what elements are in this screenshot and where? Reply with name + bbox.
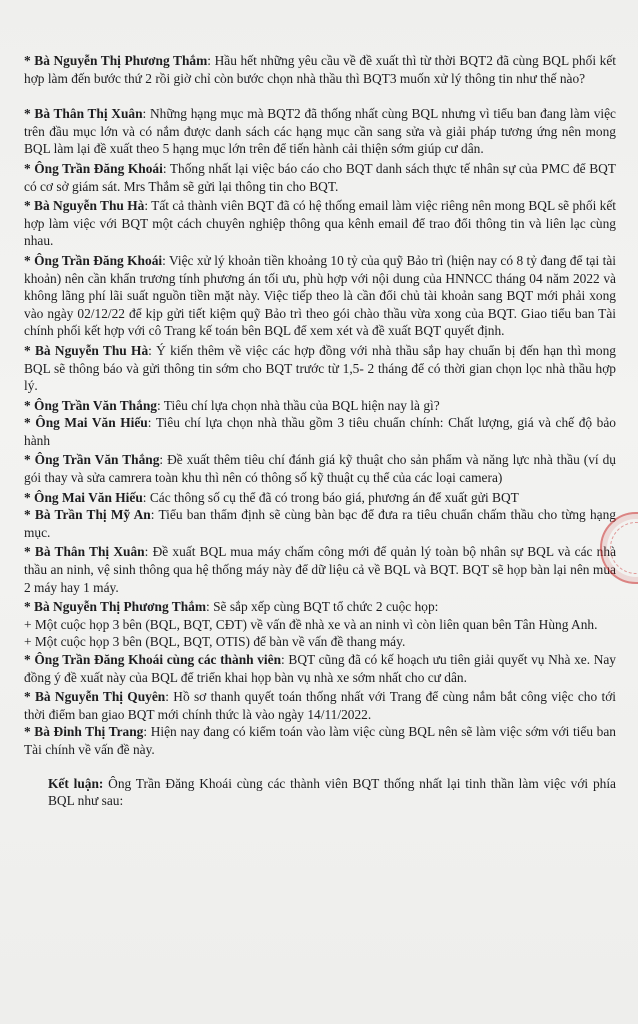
entry-9: [24, 489, 616, 507]
entry-10: [24, 506, 616, 541]
conclusion-text: Ông Trần Đăng Khoái cùng các thành viên BQT thống nhất lại tinh thần làm việc với phía BQL như sau:: [48, 775, 617, 809]
meeting-item-0: + Một cuộc họp 3 bên (BQL, BQT, CĐT) về vấn đề nhà xe và an ninh vì còn liên quan bên Tân Hùng Anh.: [24, 616, 598, 632]
speaker-name: * Bà Nguyễn Thị Phương Thắm: [24, 599, 207, 615]
entry-text: : Tất cả thành viên BQT đã có hệ thống email làm việc riêng nên mong BQL sẽ phối kết hợp làm việc với BQT một cách chuyên nghiệp thông qua kênh email để trao đổi thông tin và liên lạc cùng nhau.: [24, 198, 616, 249]
entry-text: : Hồ sơ thanh quyết toán thống nhất với Trang để cùng nắm bắt công việc cho tới thời điểm ban giao BQT mới chính thức là vào ngày 14/11/2022.: [24, 689, 616, 722]
entry-text: : Tiêu chí lựa chọn nhà thầu gồm 3 tiêu chuẩn chính: Chất lượng, giá và chế độ bảo hành: [24, 415, 617, 448]
speaker-name: * Ông Trần Đăng Khoái cùng các thành viên: [24, 652, 282, 667]
speaker-name: * Bà Nguyễn Thị Quyên: [24, 689, 166, 705]
entry-1: [24, 105, 616, 158]
entry-text: : Ý kiến thêm về việc các hợp đồng với nhà thầu sắp hay chuẩn bị đến hạn thì mong BQL sẽ thông báo và gửi thông tin sớm cho BQT trước từ 1,5- 2 tháng để có thời gian chọn lọc nhà thầu hợp lý.: [24, 342, 616, 394]
entry-after-2: [24, 723, 616, 758]
speaker-name: * Ông Mai Văn Hiếu: [24, 489, 143, 505]
entry-text: : Hiện nay đang có kiểm toán vào làm việc cùng BQL nên sẽ làm việc sớm với tiểu ban Tài chính về vấn đề này.: [24, 724, 616, 757]
speaker-name: * Ông Mai Văn Hiếu: [24, 415, 148, 431]
entry-text: : Hầu hết những yêu cầu về đề xuất thì từ thời BQT2 đã cùng BQL phối kết hợp làm đến bước thứ 2 rồi giờ chỉ còn bước chọn nhà thầu thì BQT3 muốn xử lý thông tin như thế nào?: [24, 53, 616, 86]
entry-text: : Những hạng mục mà BQT2 đã thống nhất cùng BQL nhưng vì tiểu ban đang làm việc trên đầu mục lớn và có nắm được danh sách các hạng mục cần sang sửa và giải pháp tương ứng nên mong BQL làm lại đề xuất theo 5 hạng mục lớn trên để tiến hành cải thiện sớm giúp cư dân.: [24, 106, 616, 157]
entry-5: [24, 342, 616, 395]
meeting-item-1: + Một cuộc họp 3 bên (BQL, BQT, OTIS) để bàn về vấn đề thang máy.: [24, 634, 406, 650]
speaker-name: * Bà Đinh Thị Trang: [24, 724, 144, 740]
entry-text: : Thống nhất lại việc báo cáo cho BQT danh sách thực tế nhân sự của PMC để BQT có cơ sở giám sát. Mrs Thắm sẽ gửi lại thông tin cho BQT.: [24, 160, 616, 194]
entry-text: : Các thông số cụ thể đã có trong báo giá, phương án để xuất gửi BQT: [142, 489, 519, 505]
entry-8: [24, 451, 616, 486]
entry-4: [24, 252, 616, 340]
speaker-name: * Bà Thân Thị Xuân: [24, 106, 143, 122]
entry-text: : Đề xuất thêm tiêu chí đánh giá kỹ thuật cho sản phẩm và năng lực nhà thầu (ví dụ gói thay và sửa camrera toàn khu thì nên có thông số kỹ thuật cụ thể của các loại camera): [24, 452, 616, 486]
speaker-name: * Bà Thân Thị Xuân: [24, 544, 145, 560]
conclusion: [24, 775, 616, 810]
entry-text: : Sẽ sắp xếp cùng BQT tổ chức 2 cuộc họp:: [206, 599, 439, 615]
entry-2: [24, 160, 616, 195]
entry-7: [24, 414, 616, 449]
entry-11: [24, 543, 616, 596]
speaker-name: * Ông Trần Văn Thắng: [24, 397, 157, 413]
speaker-name: * Ông Trần Đăng Khoái: [24, 252, 163, 268]
speaker-name: * Ông Trần Văn Thắng: [24, 452, 160, 468]
entry-text: : Đề xuất BQL mua máy chấm công mới để quản lý toàn bộ nhân sự BQL và các nhà thầu an ninh, vệ sinh thông qua hệ thống máy này để dữ liệu cả về BQL và BQT. BQT sẽ họp bàn lại nên mua 2 máy hay 1 máy.: [24, 544, 617, 595]
speaker-name: * Bà Nguyễn Thu Hà: [24, 198, 145, 214]
entry-text: : Tiểu ban thẩm định sẽ cùng bàn bạc để đưa ra tiêu chuẩn chấm thầu cho từng hạng mục.: [24, 507, 616, 540]
speaker-name: * Ông Trần Đăng Khoái: [24, 160, 163, 176]
entry-text: : BQT cũng đã có kế hoạch ưu tiên giải quyết vụ Nhà xe. Nay đồng ý đề xuất này của BQL để triển khai họp bàn vụ nhà xe sớm nhất cho cư dân.: [24, 652, 617, 685]
entry-6: [24, 397, 616, 415]
entry-after-1: [24, 688, 616, 723]
speaker-name: * Bà Nguyễn Thị Phương Thắm: [24, 53, 208, 68]
entry-after-0: [24, 651, 616, 686]
entry-12: [24, 598, 616, 616]
entry-text: : Tiêu chí lựa chọn nhà thầu của BQL hiện nay là gì?: [156, 397, 440, 413]
speaker-name: * Bà Nguyễn Thu Hà: [24, 342, 149, 358]
speaker-name: * Bà Trần Thị Mỹ An: [24, 507, 151, 523]
conclusion-label: Kết luận:: [48, 775, 104, 791]
entry-text: : Việc xử lý khoản tiền khoảng 10 tỷ của quỹ Bảo trì (hiện nay có 8 tỷ đang để tại tài khoản) nên cần khẩn trương tính phương án tối ưu, phù hợp với nội dung của HNNCC tháng 04 năm 2022 và không lãng phí lãi suất nguồn tiền mặt này. Việc tiếp theo là cần đổi chủ tài khoản sang BQT mới phải xong vào ngày 02/12/22 để kịp gửi tiết kiệm quỹ Bảo trì theo gói chào thầu vừa xong của BQT. Giao tiểu ban Tài chính phối kết hợp với cô Trang kế toán bên BQL để xem xét và đề xuất BQT quyết định.: [24, 252, 616, 339]
entry-3: [24, 197, 616, 250]
entry-0: [24, 52, 616, 87]
